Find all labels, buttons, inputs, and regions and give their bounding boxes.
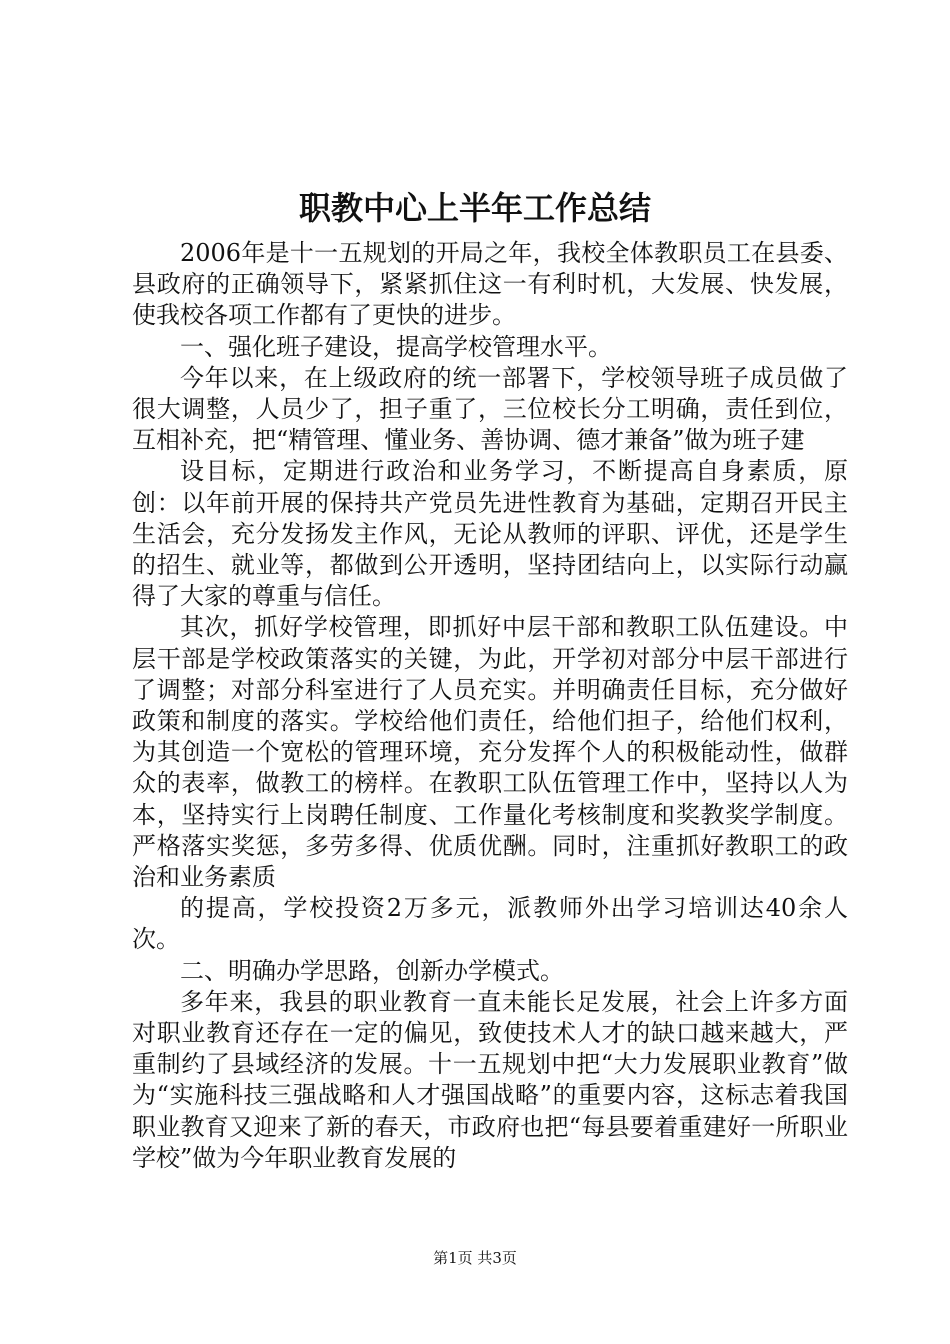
page-footer: 第1页 共3页 xyxy=(433,1249,517,1267)
document-title: 职教中心上半年工作总结 xyxy=(298,189,651,227)
paragraph: 2006年是十一五规划的开局之年，我校全体教职员工在县委、县政府的正确领导下，紧紧抓住这一有利时机，大发展、快发展，使我校各项工作都有了更快的进步。 xyxy=(132,239,848,330)
section-heading: 二、明确办学思路，创新办学模式。 xyxy=(180,956,564,985)
paragraph: 其次，抓好学校管理，即抓好中层干部和教职工队伍建设。中层干部是学校政策落实的关键，为此，开学初对部分中层干部进行了调整；对部分科室进行了人员充实。并明确责任目标，充分做好政策和制度的落实。学校给他们责任，给他们担子，给他们权利，为其创造一个宽松的管理环境，充分发挥个人的积极能动性，做群众的表率，做教工的榜样。在教职工队伍管理工作中，坚持以人为本，坚持实行上岗聘任制度、工作量化考核制度和奖教奖学制度。严格落实奖惩，多劳多得、优质优酬。同时，注重抓好教职工的政治和业务素质 xyxy=(132,613,848,892)
paragraph: 设目标，定期进行政治和业务学习，不断提高自身素质，原创：以年前开展的保持共产党员先进性教育为基础，定期召开民主生活会，充分发扬发主作风，无论从教师的评职、评优，还是学生的招生、就业等，都做到公开透明，坚持团结向上，以实际行动赢得了大家的尊重与信任。 xyxy=(132,457,848,611)
paragraph: 今年以来，在上级政府的统一部署下，学校领导班子成员做了很大调整，人员少了，担子重了，三位校长分工明确，责任到位，互相补充，把“精管理、懂业务、善协调、德才兼备”做为班子建 xyxy=(132,363,848,455)
paragraph: 多年来，我县的职业教育一直未能长足发展，社会上许多方面对职业教育还存在一定的偏见，致使技术人才的缺口越来越大，严重制约了县域经济的发展。十一五规划中把“大力发展职业教育”做为“实施科技三强战略和人才强国战略”的重要内容，这标志着我国职业教育又迎来了新的春天，市政府也把“每县要着重建好一所职业学校”做为今年职业教育发展的 xyxy=(132,987,848,1172)
document-body xyxy=(132,238,848,1174)
paragraph: 的提高，学校投资2万多元，派教师外出学习培训达40余人次。 xyxy=(132,894,848,954)
section-heading: 一、强化班子建设，提高学校管理水平。 xyxy=(180,332,612,361)
